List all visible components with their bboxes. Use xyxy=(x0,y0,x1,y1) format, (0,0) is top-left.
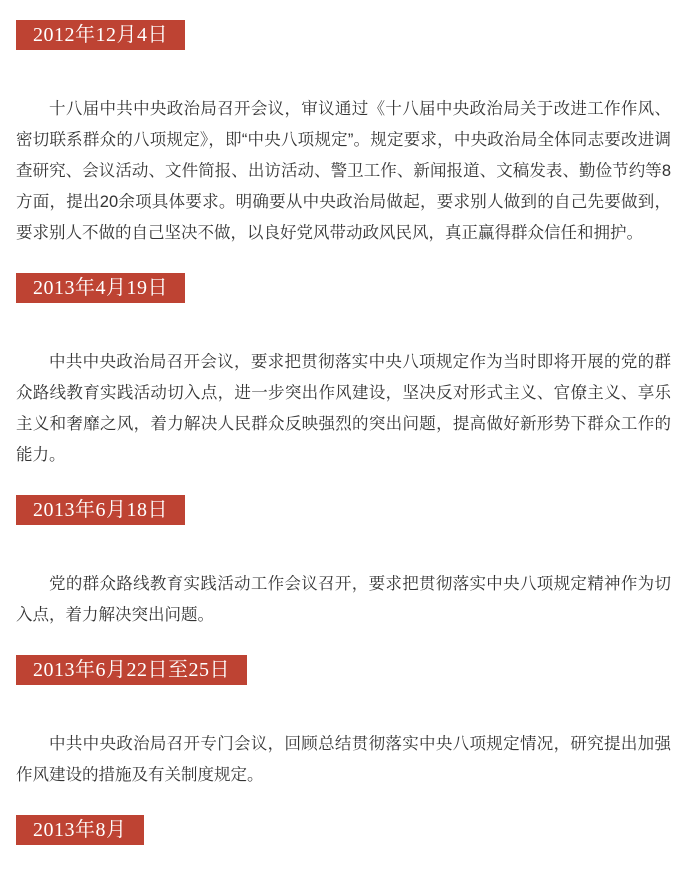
timeline-entry xyxy=(16,20,671,249)
timeline-entry xyxy=(16,273,671,471)
date-badge: 2013年8月 xyxy=(16,815,144,845)
date-badge: 2013年6月18日 xyxy=(16,495,185,525)
entry-text: 党的群众路线教育实践活动工作会议召开，要求把贯彻落实中央八项规定精神作为切入点，着力解决突出问题。 xyxy=(16,575,671,624)
timeline-entry xyxy=(16,815,671,845)
timeline-entry xyxy=(16,655,671,791)
entry-text: 中共中央政治局召开专门会议，回顾总结贯彻落实中央八项规定情况，研究提出加强作风建设的措施及有关制度规定。 xyxy=(16,735,671,784)
date-badge: 2013年6月22日至25日 xyxy=(16,655,247,685)
date-badge: 2013年4月19日 xyxy=(16,273,185,303)
date-badge: 2012年12月4日 xyxy=(16,20,185,50)
timeline-entry xyxy=(16,495,671,631)
entry-text: 十八届中共中央政治局召开会议，审议通过《十八届中央政治局关于改进工作作风、密切联系群众的八项规定》，即“中央八项规定”。规定要求，中央政治局全体同志要改进调查研究、会议活动、文件简报、出访活动、警卫工作、新闻报道、文稿发表、勤俭节约等8方面，提出20余项具体要求。明确要从中央政治局做起，要求别人做到的自己先要做到，要求别人不做的自己坚决不做，以良好党风带动政风民风，真正赢得群众信任和拥护。 xyxy=(16,100,671,242)
entry-text: 中共中央政治局召开会议，要求把贯彻落实中央八项规定作为当时即将开展的党的群众路线教育实践活动切入点，进一步突出作风建设，坚决反对形式主义、官僚主义、享乐主义和奢靡之风，着力解决人民群众反映强烈的突出问题，提高做好新形势下群众工作的能力。 xyxy=(16,353,671,464)
